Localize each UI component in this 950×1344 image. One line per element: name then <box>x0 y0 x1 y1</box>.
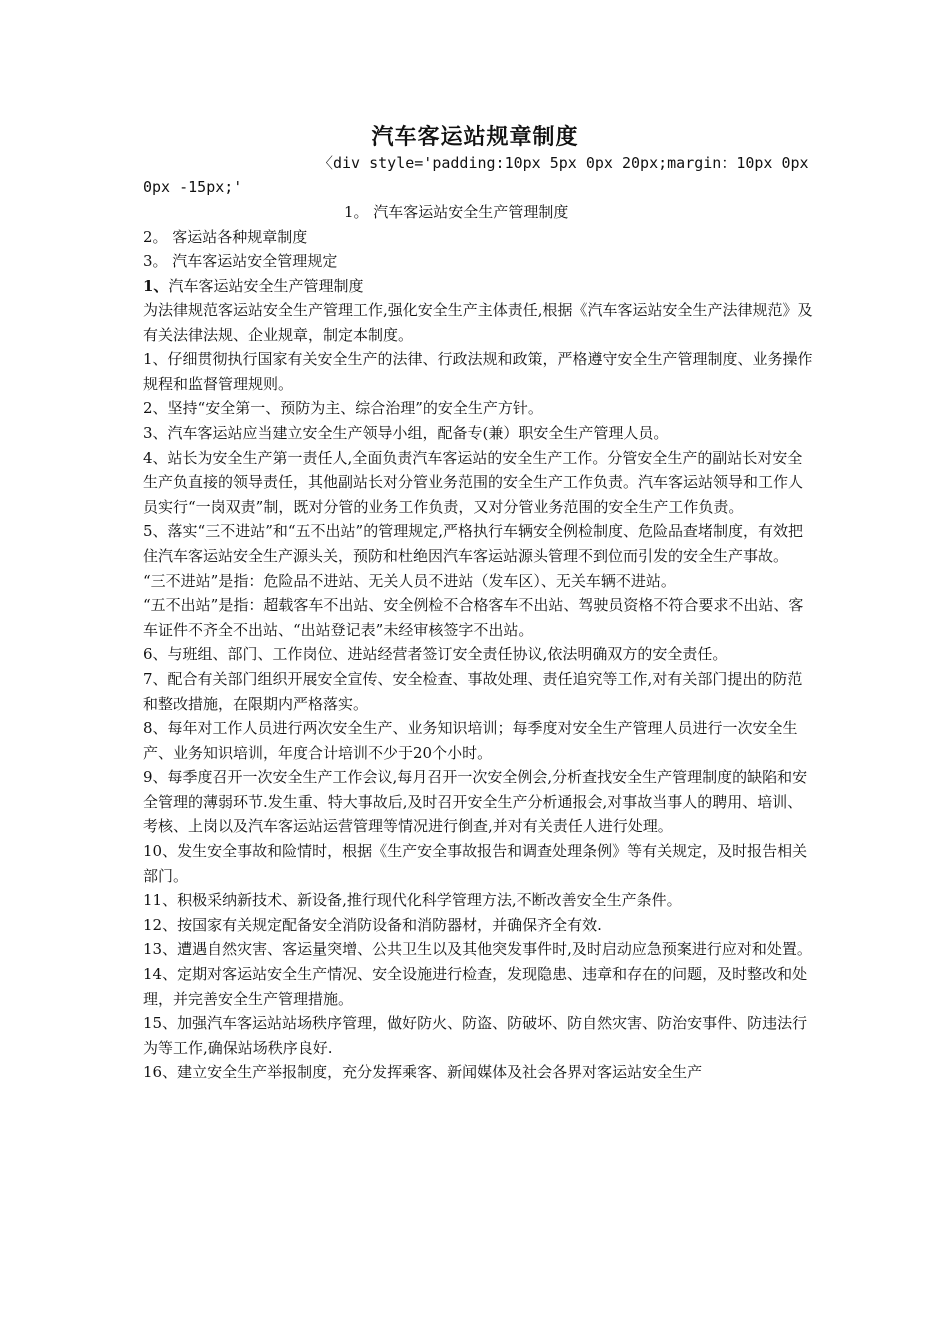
section-heading-text: 汽车客运站安全生产管理制度 <box>168 277 364 295</box>
paragraph-five-no-exit: “五不出站”是指：超载客车不出站、安全例检不合格客车不出站、驾驶员资格不符合要求不出站、客车证件不齐全不出站、“出站登记表”未经审核签字不出站。 <box>143 596 804 639</box>
paragraph-15: 15、加强汽车客运站站场秩序管理，做好防火、防盗、防破坏、防自然灾害、防治安事件、防违法行为等工作,确保站场秩序良好. <box>143 1014 808 1057</box>
paragraph-4: 4、站长为安全生产第一责任人,全面负责汽车客运站的安全生产工作。分管安全生产的副站长对安全生产负直接的领导责任，其他副站长对分管业务范围的安全生产工作负责。汽车客运站领导和工作人员实行“一岗双责”制，既对分管的业务工作负责，又对分管业务范围的安全生产工作负责。 <box>143 448 804 516</box>
document-body <box>143 298 813 1085</box>
paragraph-14: 14、定期对客运站安全生产情况、安全设施进行检查，发现隐患、违章和存在的问题，及时整改和处理，并完善安全生产管理措施。 <box>143 965 808 1008</box>
code-snippet-line-2: 0px -15px;' <box>143 178 243 196</box>
paragraph-7: 7、配合有关部门组织开展安全宣传、安全检查、事故处理、责任追究等工作,对有关部门提出的防范和整改措施，在限期内严格落实。 <box>143 669 803 713</box>
paragraph-12: 12、按国家有关规定配备安全消防设备和消防器材，并确保齐全有效. <box>143 915 602 934</box>
toc-item-3: 3。 汽车客运站安全管理规定 <box>143 252 338 270</box>
paragraph-10: 10、发生安全事故和险情时，根据《生产安全事故报告和调查处理条例》等有关规定，及时报告相关部门。 <box>143 842 808 885</box>
paragraph-13: 13、遭遇自然灾害、客运量突增、公共卫生以及其他突发事件时,及时启动应急预案进行应对和处置。 <box>143 940 812 959</box>
section-heading <box>143 274 363 298</box>
paragraph-5: 5、落实“三不进站”和“五不出站”的管理规定,严格执行车辆安全例检制度、危险品查堵制度，有效把住汽车客运站安全生产源头关，预防和杜绝因汽车客运站源头管理不到位而引发的安全生产事故。 <box>143 522 803 565</box>
paragraph-1: 1、仔细贯彻执行国家有关安全生产的法律、行政法规和政策，严格遵守安全生产管理制度、业务操作规程和监督管理规则。 <box>143 350 813 393</box>
paragraph-9: 9、每季度召开一次安全生产工作会议,每月召开一次安全例会,分析查找安全生产管理制度的缺陷和安全管理的薄弱环节.发生重、特大事故后,及时召开安全生产分析通报会,对事故当事人的聘用、培训、考核、上岗以及汽车客运站运营管理等情况进行倒查,并对有关责任人进行处理。 <box>143 768 808 836</box>
intro-paragraph: 为法律规范客运站安全生产管理工作,强化安全生产主体责任,根据《汽车客运站安全生产法律规范》及有关法律法规、企业规章，制定本制度。 <box>143 301 813 344</box>
toc-item-2: 2。 客运站各种规章制度 <box>143 228 308 246</box>
paragraph-6: 6、与班组、部门、工作岗位、进站经营者签订安全责任协议,依法明确双方的安全责任。 <box>143 645 728 664</box>
paragraph-8: 8、每年对工作人员进行两次安全生产、业务知识培训；每季度对安全生产管理人员进行一次安全生产、业务知识培训，年度合计培训不少于20个小时。 <box>143 719 798 762</box>
toc-item-1: 1。 汽车客运站安全生产管理制度 <box>344 203 569 221</box>
paragraph-2: 2、坚持“安全第一、预防为主、综合治理”的安全生产方针。 <box>143 399 543 418</box>
code-snippet-line-1: 〈div style='padding:10px 5px 0px 20px;margin：10px 0px <box>318 154 809 172</box>
section-number: 1、 <box>143 277 169 295</box>
paragraph-11: 11、积极采纳新技术、新设备,推行现代化科学管理方法,不断改善安全生产条件。 <box>143 891 682 910</box>
paragraph-three-no-entry: “三不进站”是指：危险品不进站、无关人员不进站（发车区）、无关车辆不进站。 <box>143 571 676 590</box>
document-title: 汽车客运站规章制度 <box>371 124 579 150</box>
paragraph-16: 16、建立安全生产举报制度，充分发挥乘客、新闻媒体及社会各界对客运站安全生产 <box>143 1063 703 1082</box>
paragraph-3: 3、汽车客运站应当建立安全生产领导小组，配备专(兼）职安全生产管理人员。 <box>143 423 669 442</box>
